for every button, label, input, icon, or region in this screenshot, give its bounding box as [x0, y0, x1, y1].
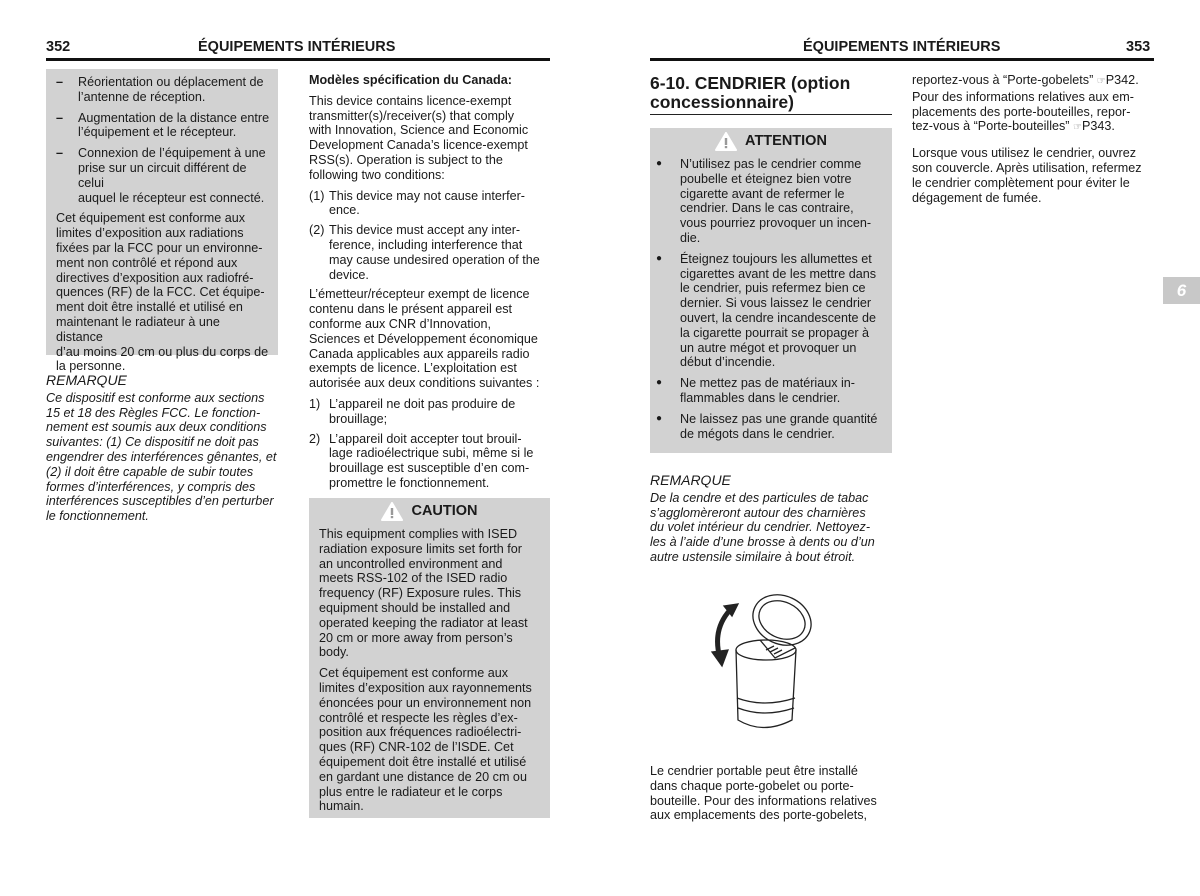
warning-icon: [381, 502, 403, 521]
item-marker: 2): [309, 431, 321, 446]
en-paragraph: This device contains licence-exempt transmitter(s)/receiver(s) that comply with Innovation, Science and Economic Development Canada’s licence-exempt RSS(s). Operation is subject to the following two conditions:: [309, 93, 529, 182]
list-item: This device may not cause interfer- ence.: [329, 188, 525, 218]
bottleholder-ref-text: . Pour des informations relatives aux em- placements des porte-bouteilles, repor- tez-vous à “Porte-bouteilles”: [912, 73, 1139, 134]
page-ref-link[interactable]: P343: [1081, 119, 1112, 134]
bullet-icon: ●: [656, 412, 663, 424]
bullet-icon: ●: [656, 252, 663, 264]
page-number-right: 353: [1126, 39, 1151, 55]
attention-box: [650, 128, 892, 453]
cupholder-ref-text: reportez-vous à “Porte-gobelets”: [912, 73, 1097, 87]
dash-marker: –: [56, 146, 64, 161]
fcc-paragraph: Cet équipement est conforme aux limites d’exposition aux radiations fixées par la FCC pour un environne- ment non contrôlé et répond aux directives d’exposition aux radiofré- quences (RF) de la FCC. Cet équipe- ment doit être installé et utilisé en maintenant le radiateur à une distance d’au moins 20 cm ou plus du corps de la personne.: [56, 211, 269, 374]
header-rule: [46, 58, 550, 61]
list-item: This device must accept any inter- ference, including interference that may cause undesired operation of the device.: [329, 223, 540, 282]
reference-icon: ☞: [1073, 122, 1082, 134]
caution-title: CAUTION: [411, 503, 478, 520]
caution-en-text: This equipment complies with ISED radiation exposure limits set forth for an uncontrolled environment and meets RSS-102 of the ISED radio frequency (RF) Exposure rules. This equipment should be installed and operated keeping the radiator at least 20 cm or more away from person’s body.: [319, 527, 528, 660]
header-rule: [650, 58, 1154, 61]
bullet-icon: ●: [656, 158, 663, 169]
remarque-title: REMARQUE: [650, 472, 731, 488]
list-item: Éteignez toujours les allumettes et cigarettes avant de les mettre dans le cendrier, puis refermez bien ce dernier. Si vous laissez le cendrier ouvert, la cendre incandescente de la cigarette pourrait se propager à un autre mégot et provoquer un début d’incendie.: [680, 251, 877, 370]
page-number-left: 352: [46, 39, 71, 55]
list-item: Augmentation de la distance entre l’équipement et le récepteur.: [78, 110, 270, 140]
list-item: Ne mettez pas de matériaux in- flammables dans le cendrier.: [680, 376, 855, 405]
list-item: Réorientation ou déplacement de l’antenne de réception.: [78, 75, 264, 104]
caution-fr-text: Cet équipement est conforme aux limites d’exposition aux rayonnements énoncées pour un environnement non contrôlé et respecte les règles d’ex- position aux fréquences radioélectri- ques (RF) CNR-102 de l’ISDE. Cet équipement doit être installé et utilisé en gardant une distance de 20 cm ou plus entre le radiateur et le corps humain.: [319, 666, 532, 814]
header-title-left: ÉQUIPEMENTS INTÉRIEURS: [198, 39, 396, 55]
list-item: Ne laissez pas une grande quantité de mégots dans le cendrier.: [680, 411, 878, 441]
attention-title: ATTENTION: [745, 133, 827, 150]
fr-paragraph: L’émetteur/récepteur exempt de licence contenu dans le présent appareil est conforme aux CNR d’Innovation, Sciences et Développement économique Canada applicables aux appareils radio exempts de licence. L’exploitation est autorisée aux deux conditions suivantes :: [309, 287, 540, 391]
page-ref-link[interactable]: P342: [1105, 73, 1136, 87]
remarque-title: REMARQUE: [46, 372, 127, 388]
portable-ashtray-text: Le cendrier portable peut être installé dans chaque porte-gobelet ou porte- bouteille. Pour des informations relatives aux emplacements des porte-gobelets,: [650, 764, 877, 823]
caution-box: [309, 498, 550, 818]
list-item: Connexion de l’équipement à une prise sur un circuit différent de celui auquel le récepteur est connecté.: [78, 146, 266, 205]
dash-marker: –: [56, 110, 64, 125]
usage-paragraph: Lorsque vous utilisez le cendrier, ouvrez son couvercle. Après utilisation, refermez le cendrier complètement pour éviter le dégagement de fumée.: [912, 146, 1142, 205]
info-box: [46, 69, 278, 374]
list-item: L’appareil ne doit pas produire de brouillage;: [329, 396, 516, 426]
warning-icon: [715, 132, 737, 151]
bullet-icon: ●: [656, 377, 663, 389]
item-marker: 1): [309, 396, 321, 411]
period: .: [1111, 119, 1115, 134]
section-tab[interactable]: 6: [1163, 277, 1200, 304]
remarque-text: Ce dispositif est conforme aux sections 15 et 18 des Règles FCC. Le fonction- nement est soumis aux deux conditions suivantes: (1) Ce dispositif ne doit pas engendrer des interférences gênantes, et (2) il doit être capable de subir toutes formes d’interférences, y compris des interférences susceptibles d’en perturber le fonctionnement.: [46, 390, 277, 524]
list-item: L’appareil doit accepter tout brouil- lage radioélectrique subi, même si le brouillage est susceptible d’en com- promettre le fonctionnement.: [329, 431, 534, 490]
item-marker: (1): [309, 188, 325, 203]
section-title: 6-10. CENDRIER (option concessionnaire): [650, 74, 892, 115]
dash-marker: –: [56, 75, 64, 89]
reference-icon: ☞: [1096, 76, 1106, 87]
remarque-text: De la cendre et des particules de tabac s’agglomèreront autour des charnières du volet intérieur du cendrier. Nettoyez- les à l’aide d’une brosse à dents ou d’un autre ustensile similaire à bout étroit.: [650, 490, 875, 564]
header-title-right: ÉQUIPEMENTS INTÉRIEURS: [803, 39, 1001, 55]
list-item: N’utilisez pas le cendrier comme poubelle et éteignez bien votre cigarette avant de refermer le cendrier. Dans le cas contraire, vous pourriez provoquer un incen- die.: [680, 157, 872, 245]
canada-heading: Modèles spécification du Canada:: [309, 73, 512, 87]
item-marker: (2): [309, 223, 325, 238]
ashtray-illustration: [700, 580, 830, 745]
